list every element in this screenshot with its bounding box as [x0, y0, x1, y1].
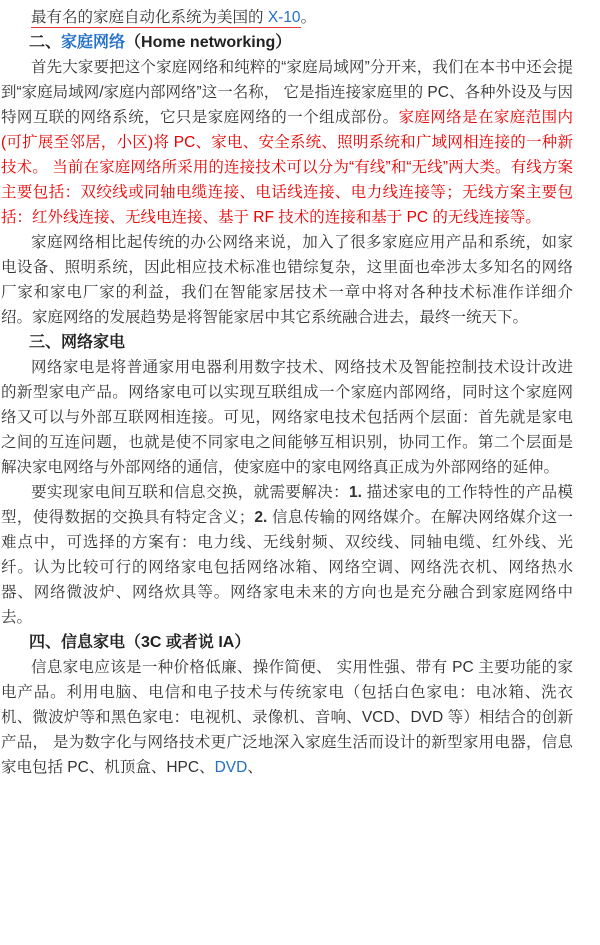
para-network-appliances-requirements-segment-4: 信息传输的网络媒介。在解决网络媒介这一难点中，可选择的方案有：电力线、无线射频、双绞线、同轴电缆、红外线、光纤。认为比较可行的网络家电包括网络冰箱、网络空调、网络洗衣机、网络热水器、网络微波炉、网络炊具等。网络家电未来的方向也是充分融合到家庭网络中去。	[1, 509, 573, 626]
para-automation-line	[1, 5, 573, 30]
heading-home-networking-segment-1: 家庭网络	[61, 34, 126, 51]
para-network-appliances-requirements	[1, 480, 573, 630]
heading-home-networking-segment-2: （Home networking）	[125, 34, 292, 51]
para-network-appliances-definition-segment-0: 网络家电是将普通家用电器利用数字技术、网络技术及智能控制技术设计改进的新型家电产品。网络家电可以实现互联组成一个家庭内部网络，同时这个家庭网络又可以与外部互联网相连接。可见，网络家电技术包括两个层面：首先就是家电之间的互连问题，也就是使不同家电之间能够互相识别，协同工作。第二个层面是解决家电网络与外部网络的通信，使家庭中的家电网络真正成为外部网络的延伸。	[1, 359, 573, 476]
para-information-appliances	[1, 655, 573, 780]
heading-network-appliances-segment-0: 三、网络家电	[29, 334, 126, 351]
para-information-appliances-segment-2: 、	[247, 759, 263, 776]
para-automation-line-segment-0: 最有名的家庭自动化系统为美国的	[31, 9, 268, 26]
para-network-appliances-definition	[1, 355, 573, 480]
para-home-network-standards	[1, 230, 573, 330]
para-home-network-standards-segment-0: 家庭网络相比起传统的办公网络来说，加入了很多家庭应用产品和系统，如家电设备、照明系统，因此相应技术标准也错综复杂，这里面也牵涉太多知名的网络厂家和家电厂家的利益，我们在智能家居技术一章中将对各种技术标准作详细介绍。家庭网络的发展趋势是将智能家居中其它系统融合进去，最终一统天下。	[1, 234, 573, 326]
heading-information-appliances-segment-0: 四、信息家电（3C 或者说 IA）	[29, 634, 251, 651]
heading-network-appliances	[1, 330, 573, 355]
para-network-appliances-requirements-segment-0: 要实现家电间互联和信息交换，就需要解决：	[31, 484, 350, 501]
heading-home-networking-segment-0: 二、	[29, 34, 62, 51]
para-home-network-definition-segment-0: 首先大家要把这个家庭网络和纯粹的“家庭局域网”分开来，我们在本书中还会提到“家庭局域网/家庭内部网络”这一名称， 它是指连接家庭里的 PC、各种外设及与因特网互联的网络系统，它只是家庭网络的一个组成部份。	[1, 59, 573, 126]
para-home-network-definition-segment-1: 家庭网络是在家庭范围内(可扩展至邻居，小区)将 PC、家电、安全系统、照明系统和广域网相连接的一种新技术。 当前在家庭网络所采用的连接技术可以分为“有线”和“无线”两大类。有线方案主要包括：双绞线或同轴电缆连接、电话线连接、电力线连接等；无线方案主要包括：红外线连接、无线电连接、基于 RF 技术的连接和基于 PC 的无线连接等。	[1, 109, 573, 226]
para-automation-line-segment-2: 。	[300, 9, 317, 26]
heading-information-appliances	[1, 630, 573, 655]
para-automation-line-link[interactable]: X-10	[267, 9, 301, 26]
para-network-appliances-requirements-segment-2: 描述家电的工作特性的产品模型，使得数据的交换具有特定含义；	[1, 484, 573, 526]
para-information-appliances-link[interactable]: DVD	[214, 759, 248, 776]
para-network-appliances-requirements-segment-1: 1.	[349, 484, 362, 501]
para-home-network-definition	[1, 55, 573, 230]
para-information-appliances-segment-0: 信息家电应该是一种价格低廉、操作简便、 实用性强、带有 PC 主要功能的家电产品。利用电脑、电信和电子技术与传统家电（包括白色家电：电冰箱、洗衣机、微波炉等和黑色家电：电视机、录像机、音响、VCD、DVD 等）相结合的创新产品， 是为数字化与网络技术更广泛地深入家庭生活而设计的新型家用电器，信息家电包括 PC、机顶盒、HPC、	[1, 659, 573, 776]
heading-home-networking	[1, 30, 573, 55]
para-network-appliances-requirements-segment-3: 2.	[254, 509, 268, 526]
